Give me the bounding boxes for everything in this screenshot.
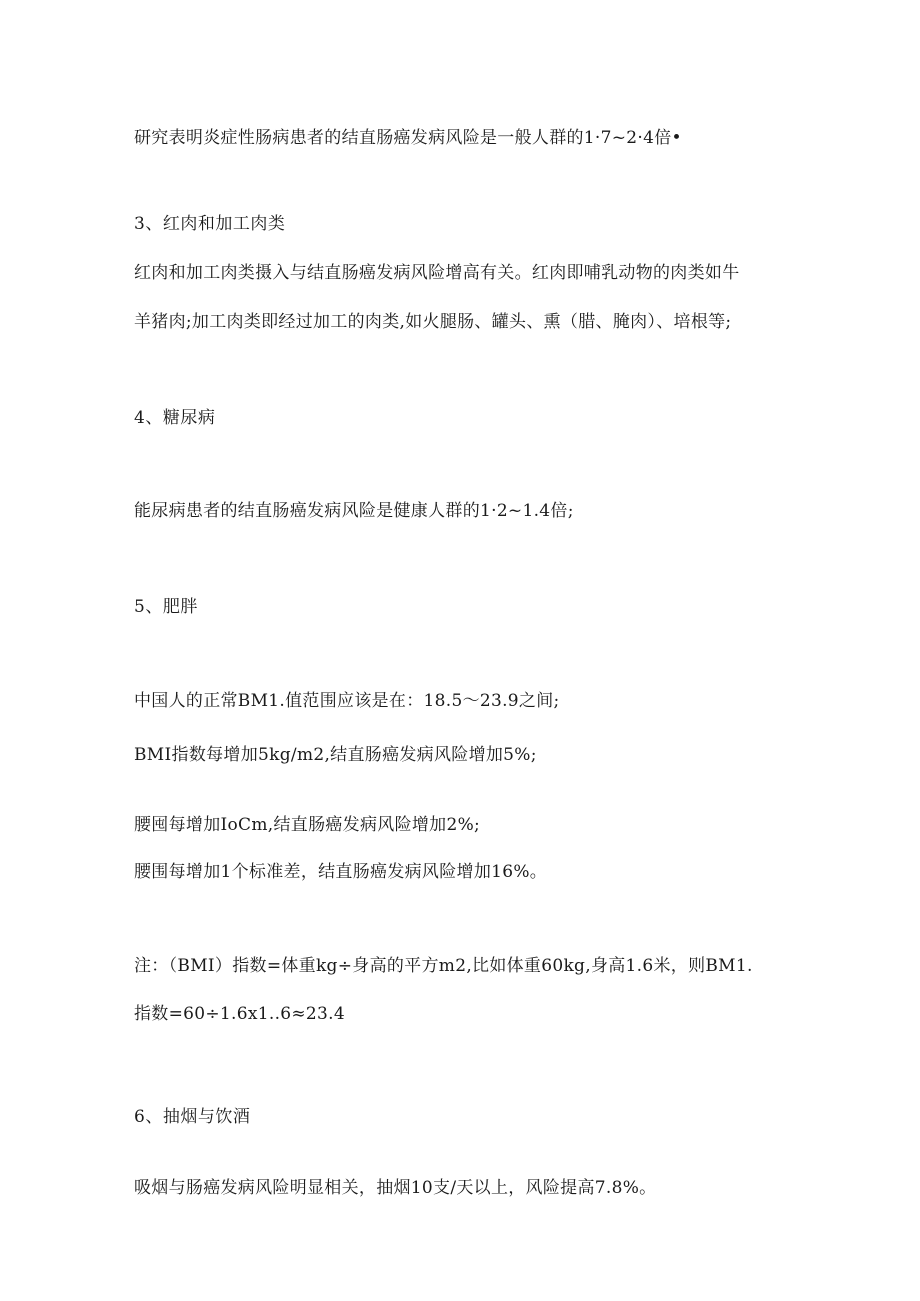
heading-obesity: 5、肥胖 (134, 597, 198, 617)
heading-diabetes: 4、糖尿病 (134, 408, 216, 428)
heading-red-meat: 3、红肉和加工肉类 (134, 214, 286, 234)
paragraph-bmi-range: 中国人的正常BM1.值范围应该是在：18.5～23.9之间; (134, 691, 560, 711)
paragraph-bmi-increase: BMI指数每增加5kg∕m2,结直肠癌发病风险增加5%; (134, 745, 537, 765)
paragraph-red-meat-line-2: 羊猪肉;加工肉类即经过加工的肉类,如火腿肠、罐头、熏（腊、腌肉）、培根等; (134, 312, 732, 332)
paragraph-ibd-risk: 研究表明炎症性肠病患者的结直肠癌发病风险是一般人群的1·7~2·4倍• (134, 128, 682, 148)
paragraph-waist-increase: 腰囤每增加IoCm,结直肠癌发病风险增加2%; (134, 815, 481, 835)
heading-smoking-drinking: 6、抽烟与饮酒 (134, 1107, 251, 1127)
paragraph-red-meat-line-1: 红肉和加工肉类摄入与结直肠癌发病风险增高有关。红肉即哺乳动物的肉类如牛 (134, 263, 740, 283)
note-bmi-formula-line-1: 注：（BMI）指数=体重kg÷身高的平方m2,比如体重60kg,身高1.6米，则BM1. (134, 956, 753, 976)
note-bmi-formula-line-2: 指数=60÷1.6x1..6≈23.4 (134, 1004, 345, 1024)
paragraph-diabetes-risk: 能尿病患者的结直肠癌发病风险是健康人群的1·2~1.4倍; (134, 501, 574, 521)
paragraph-waist-std: 腰围每增加1个标准差，结直肠癌发病风险增加16%。 (134, 862, 548, 882)
paragraph-smoking-risk: 吸烟与肠癌发病风险明显相关，抽烟10支/天以上，风险提高7.8%。 (134, 1178, 657, 1198)
